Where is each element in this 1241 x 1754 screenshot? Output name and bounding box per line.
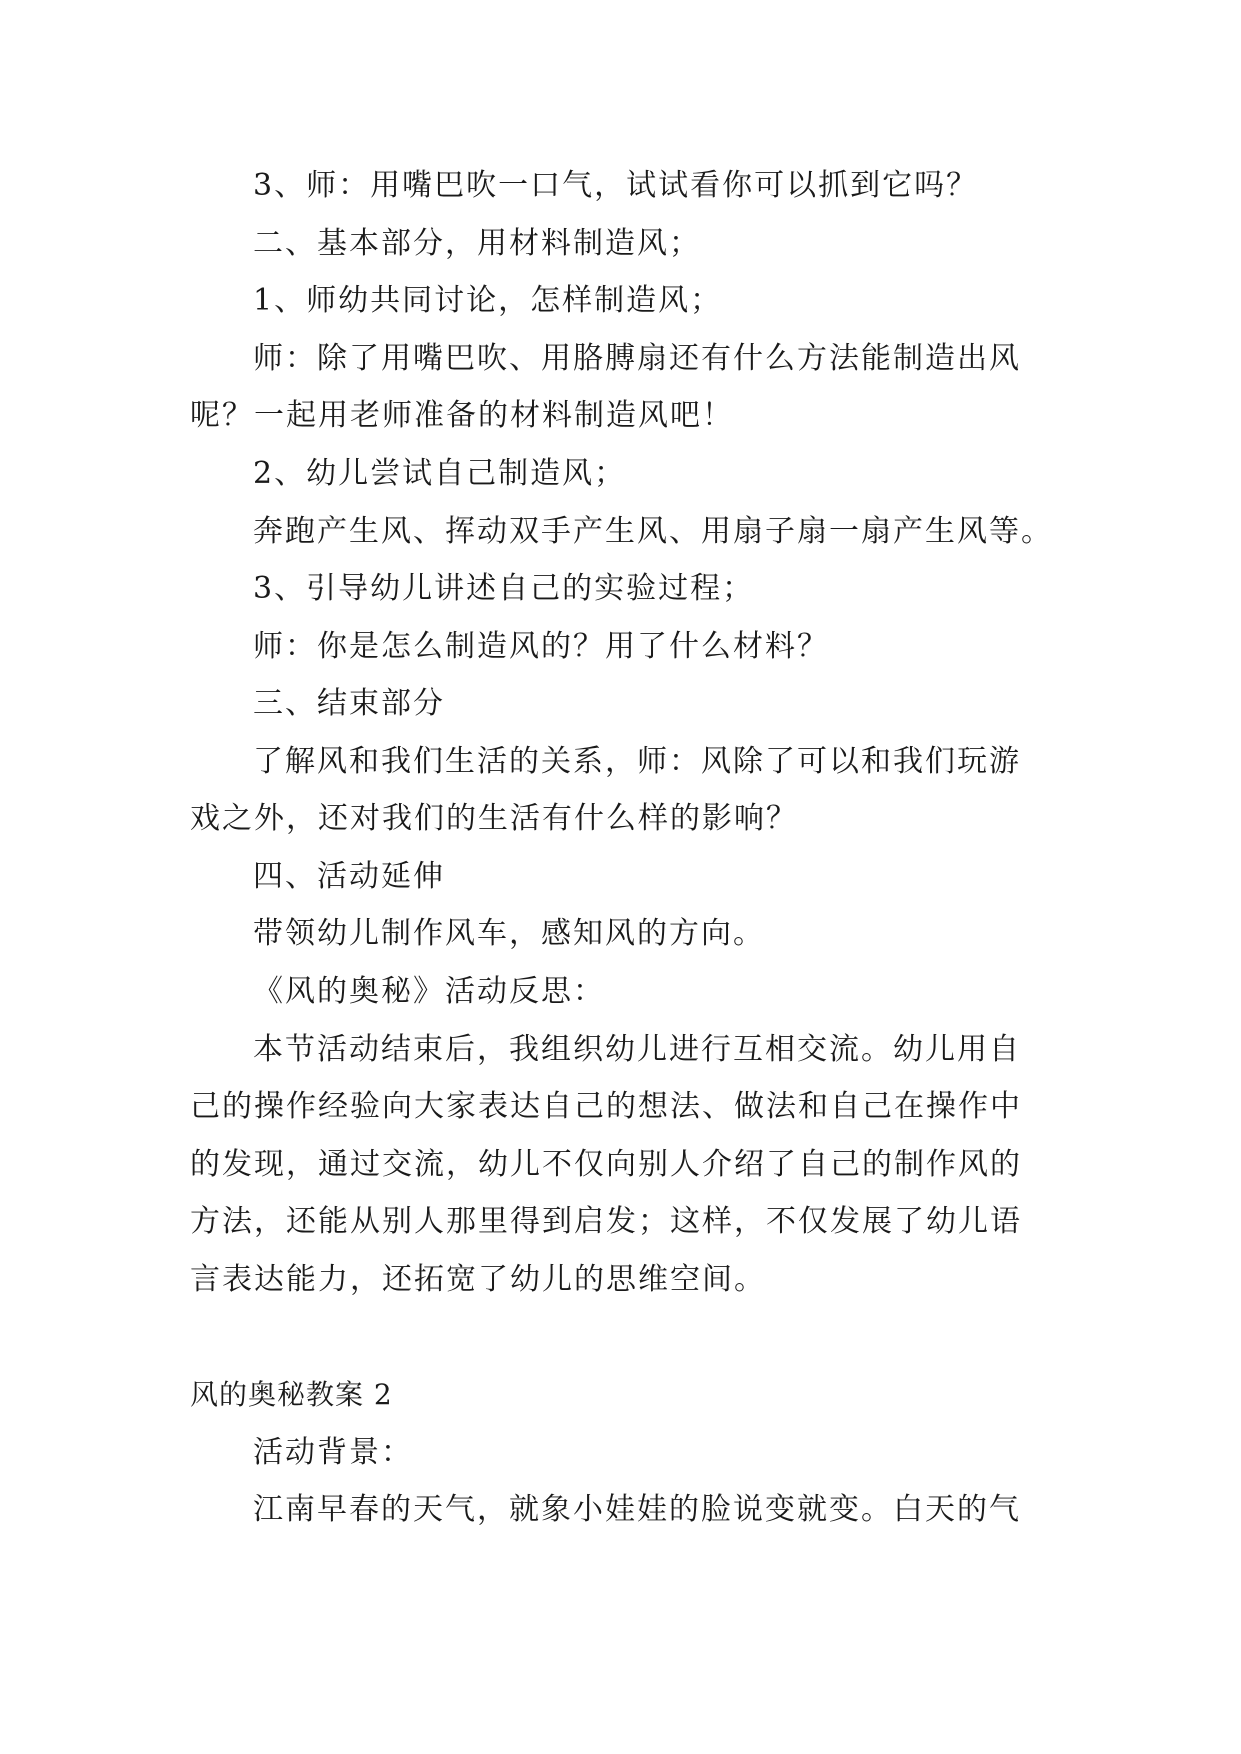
paragraph-line: 己的操作经验向大家表达自己的想法、做法和自己在操作中 <box>190 1089 1022 1124</box>
paragraph-line: 的发现，通过交流，幼儿不仅向别人介绍了自己的制作风的 <box>190 1147 1022 1182</box>
paragraph-line: 奔跑产生风、挥动双手产生风、用扇子扇一扇产生风等。 <box>253 514 1053 549</box>
paragraph-line: 二、基本部分，用材料制造风； <box>253 226 701 261</box>
paragraph-line: 师：除了用嘴巴吹、用胳膊扇还有什么方法能制造出风 <box>253 341 1021 376</box>
paragraph-line: 《风的奥秘》活动反思： <box>253 974 605 1009</box>
paragraph-line: 方法，还能从别人那里得到启发；这样，不仅发展了幼儿语 <box>190 1204 1022 1239</box>
paragraph-line: 戏之外，还对我们的生活有什么样的影响？ <box>190 801 798 836</box>
paragraph-line: 1、师幼共同讨论，怎样制造风； <box>253 283 723 318</box>
paragraph-line: 3、引导幼儿讲述自己的实验过程； <box>253 571 755 606</box>
section-title: 风的奥秘教案 2 <box>190 1378 393 1411</box>
paragraph-line: 活动背景： <box>253 1435 413 1470</box>
paragraph-line: 带领幼儿制作风车，感知风的方向。 <box>253 916 765 951</box>
paragraph-line: 3、师：用嘴巴吹一口气，试试看你可以抓到它吗？ <box>253 168 979 203</box>
paragraph-line: 江南早春的天气，就象小娃娃的脸说变就变。白天的气 <box>253 1492 1021 1527</box>
paragraph-line: 师：你是怎么制造风的？用了什么材料？ <box>253 629 829 664</box>
paragraph-line: 三、结束部分 <box>253 686 445 721</box>
paragraph-line: 2、幼儿尝试自己制造风； <box>253 456 627 491</box>
paragraph-line: 呢？一起用老师准备的材料制造风吧！ <box>190 398 734 433</box>
paragraph-line: 言表达能力，还拓宽了幼儿的思维空间。 <box>190 1262 766 1297</box>
paragraph-line: 本节活动结束后，我组织幼儿进行互相交流。幼儿用自 <box>253 1032 1021 1067</box>
paragraph-line: 了解风和我们生活的关系，师：风除了可以和我们玩游 <box>253 744 1021 779</box>
paragraph-line: 四、活动延伸 <box>253 859 445 894</box>
